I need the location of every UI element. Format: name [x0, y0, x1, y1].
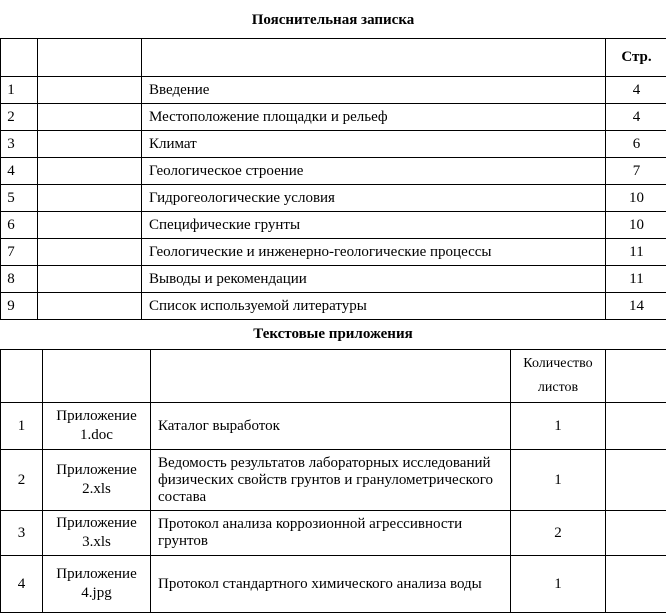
row-number: 3 [1, 511, 43, 556]
file-extension: 4.jpg [43, 584, 150, 603]
sheet-count-header-line2: листов [511, 376, 605, 400]
row-number: 9 [1, 293, 38, 320]
text-appendices-table [0, 349, 666, 613]
table-header-row [1, 350, 666, 403]
header-cell-num [1, 39, 38, 77]
row-page: 10 [606, 212, 666, 239]
row-file-name [43, 403, 151, 450]
row-page: 11 [606, 266, 666, 293]
table-row [1, 511, 666, 556]
table-row [1, 239, 666, 266]
row-number: 4 [1, 158, 38, 185]
file-label: Приложение [43, 461, 150, 480]
row-number: 4 [1, 556, 43, 613]
table-row [1, 131, 666, 158]
row-number: 1 [1, 77, 38, 104]
header-cell-sheet-count [511, 350, 606, 403]
table-row [1, 185, 666, 212]
row-blank [606, 556, 666, 613]
row-sheet-count: 1 [511, 556, 606, 613]
row-section-name: Гидрогеологические условия [142, 185, 606, 212]
row-sheet-count: 1 [511, 403, 606, 450]
table-row [1, 403, 666, 450]
row-blank [606, 450, 666, 511]
row-page: 11 [606, 239, 666, 266]
header-cell-num [1, 350, 43, 403]
row-section-name: Список используемой литературы [142, 293, 606, 320]
sheet-count-header-line1: Количество [511, 352, 605, 376]
row-blank [38, 239, 142, 266]
text-appendices-title: Текстовые приложения [0, 326, 666, 343]
row-number: 5 [1, 185, 38, 212]
row-appendix-name: Каталог выработок [151, 403, 511, 450]
row-blank [606, 511, 666, 556]
header-cell-blank [606, 350, 666, 403]
row-file-name [43, 556, 151, 613]
header-cell-blank [38, 39, 142, 77]
row-section-name: Введение [142, 77, 606, 104]
row-sheet-count: 2 [511, 511, 606, 556]
header-cell-page: Стр. [606, 39, 666, 77]
row-section-name: Климат [142, 131, 606, 158]
row-number: 2 [1, 104, 38, 131]
row-section-name: Геологические и инженерно-геологические процессы [142, 239, 606, 266]
row-blank [606, 403, 666, 450]
row-appendix-name: Протокол стандартного химического анализа воды [151, 556, 511, 613]
file-label: Приложение [43, 407, 150, 426]
table-row [1, 556, 666, 613]
file-extension: 3.xls [43, 533, 150, 552]
row-page: 4 [606, 77, 666, 104]
row-blank [38, 77, 142, 104]
explanatory-note-table [0, 38, 666, 320]
header-cell-name [151, 350, 511, 403]
row-section-name: Геологическое строение [142, 158, 606, 185]
row-file-name [43, 450, 151, 511]
file-label: Приложение [43, 514, 150, 533]
row-sheet-count: 1 [511, 450, 606, 511]
row-page: 4 [606, 104, 666, 131]
row-number: 8 [1, 266, 38, 293]
row-blank [38, 104, 142, 131]
row-section-name: Специфические грунты [142, 212, 606, 239]
row-number: 1 [1, 403, 43, 450]
table-row [1, 158, 666, 185]
row-blank [38, 266, 142, 293]
table-row [1, 77, 666, 104]
row-number: 3 [1, 131, 38, 158]
explanatory-note-title: Пояснительная записка [0, 12, 666, 29]
row-blank [38, 185, 142, 212]
table-row [1, 450, 666, 511]
row-page: 14 [606, 293, 666, 320]
table-row [1, 266, 666, 293]
row-section-name: Местоположение площадки и рельеф [142, 104, 606, 131]
row-blank [38, 212, 142, 239]
row-appendix-name: Протокол анализа коррозионной агрессивности грунтов [151, 511, 511, 556]
file-extension: 2.xls [43, 480, 150, 499]
header-cell-file [43, 350, 151, 403]
row-number: 7 [1, 239, 38, 266]
file-label: Приложение [43, 565, 150, 584]
row-section-name: Выводы и рекомендации [142, 266, 606, 293]
header-cell-name [142, 39, 606, 77]
row-page: 10 [606, 185, 666, 212]
table-row [1, 293, 666, 320]
row-file-name [43, 511, 151, 556]
file-extension: 1.doc [43, 426, 150, 445]
row-blank [38, 131, 142, 158]
table-row [1, 104, 666, 131]
table-row [1, 212, 666, 239]
row-blank [38, 158, 142, 185]
row-number: 6 [1, 212, 38, 239]
row-appendix-name: Ведомость результатов лабораторных исследований физических свойств грунтов и гранулометрического состава [151, 450, 511, 511]
row-page: 7 [606, 158, 666, 185]
row-number: 2 [1, 450, 43, 511]
table-header-row [1, 39, 666, 77]
row-page: 6 [606, 131, 666, 158]
row-blank [38, 293, 142, 320]
